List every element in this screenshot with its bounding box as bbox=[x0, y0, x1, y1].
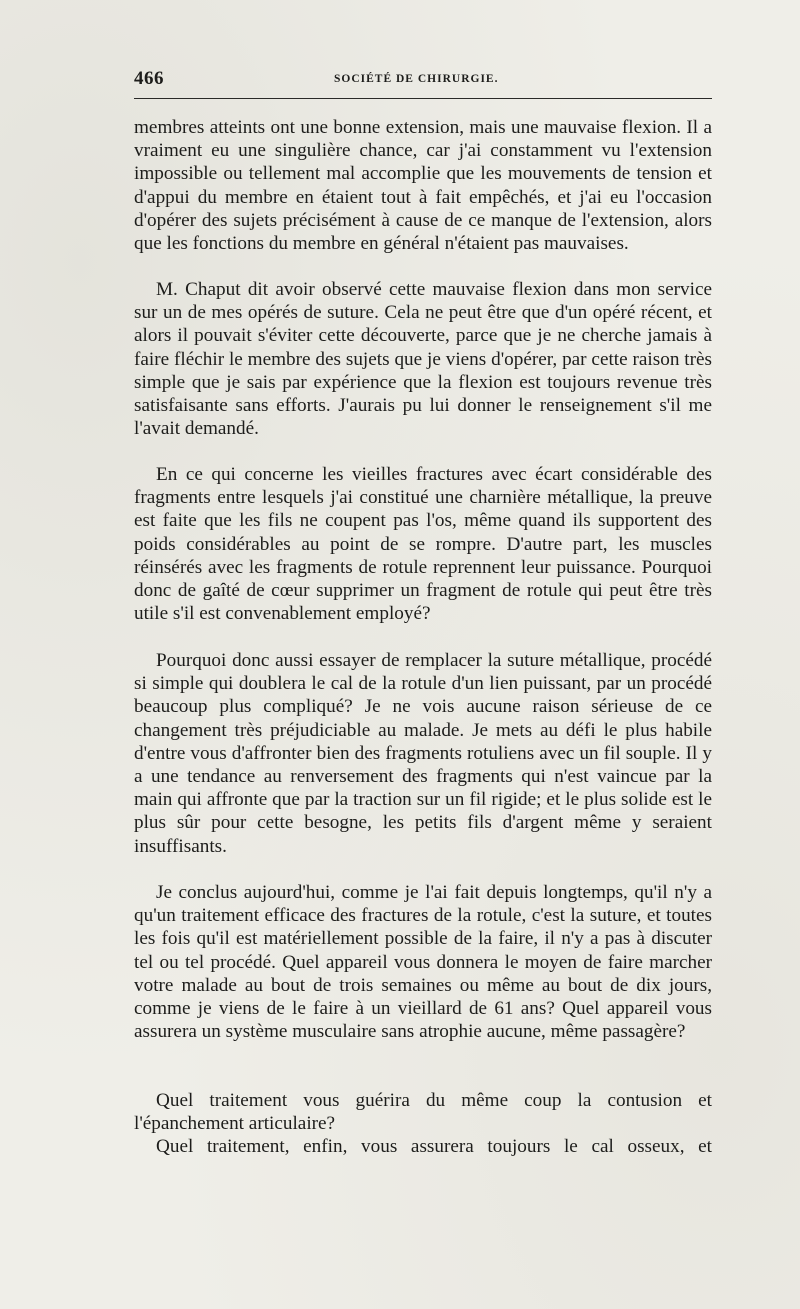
page-number: 466 bbox=[134, 68, 164, 89]
paragraph-old-fractures: En ce qui concerne les vieilles fractures avec écart considérable des fragments entre lesquels j'ai constitué une charnière métallique, la preuve est faite que les fils ne coupent pas l'os, même quand ils supportent des poids considérables au point de se rompre. D'autre part, les muscles réinsérés avec les fragments de rotule reprennent leur puissance. Pourquoi donc de gaîté de cœur supprimer un fragment de rotule qui peut être très utile s'il est convenablement employé? bbox=[134, 464, 712, 625]
body-text bbox=[134, 116, 712, 1159]
page-header bbox=[134, 64, 712, 99]
paragraph-metal-suture: Pourquoi donc aussi essayer de remplacer la suture métallique, procédé si simple qui doublera le cal de la rotule d'un lien puissant, par un procédé beaucoup plus compliqué? Je ne vois aucune raison sérieuse de ce changement très préjudiciable au malade. Je mets au défi le plus habile d'entre vous d'affronter bien des fragments rotuliens avec un fil souple. Il y a une tendance au renversement des fragments qui n'est vaincue par la main qui affronte que par la traction sur un fil rigide; et le plus solide est le plus sûr pour cette besogne, les petits fils d'argent même y seraient insuffisants. bbox=[134, 650, 712, 857]
paragraph-question-cal: Quel traitement, enfin, vous assurera toujours le cal osseux, et bbox=[156, 1136, 712, 1157]
running-title: SOCIÉTÉ DE CHIRURGIE. bbox=[334, 73, 499, 85]
paragraph-question-contusion: Quel traitement vous guérira du même coup la contusion et l'épanchement articulaire? bbox=[134, 1090, 712, 1135]
paragraph-conclusion: Je conclus aujourd'hui, comme je l'ai fait depuis longtemps, qu'il n'y a qu'un traitement efficace des fractures de la rotule, c'est la suture, et toutes les fois qu'il est matériellement possible de la faire, il n'y a pas à discuter tel ou tel procédé. Quel appareil vous donnera le moyen de faire marcher votre malade au bout de trois semaines ou même au bout de dix jours, comme je viens de le faire à un vieillard de 61 ans? Quel appareil vous assurera un système musculaire sans atrophie aucune, même passagère? bbox=[134, 882, 712, 1043]
paragraph-continuation: membres atteints ont une bonne extension, mais une mauvaise flexion. Il a vraiment eu une singulière chance, car j'ai constamment vu l'extension impossible ou tellement mal accomplie que les mouvements de tension et d'appui du membre en étaient tout à fait empêchés, et j'ai eu l'occasion d'opérer des sujets précisément à cause de ce manque de l'extension, alors que les fonctions du membre en général n'étaient pas mauvaises. bbox=[134, 117, 712, 255]
paragraph-chaput: M. Chaput dit avoir observé cette mauvaise flexion dans mon service sur un de mes opérés de suture. Cela ne peut être que d'un opéré récent, et alors il pouvait s'éviter cette découverte, parce que je ne cherche jamais à faire fléchir le membre des sujets que je viens d'opérer, par cette raison très simple que je sais par expérience que la flexion est toujours revenue très satisfaisante sans efforts. J'aurais pu lui donner le renseignement s'il me l'avait demandé. bbox=[134, 279, 712, 440]
